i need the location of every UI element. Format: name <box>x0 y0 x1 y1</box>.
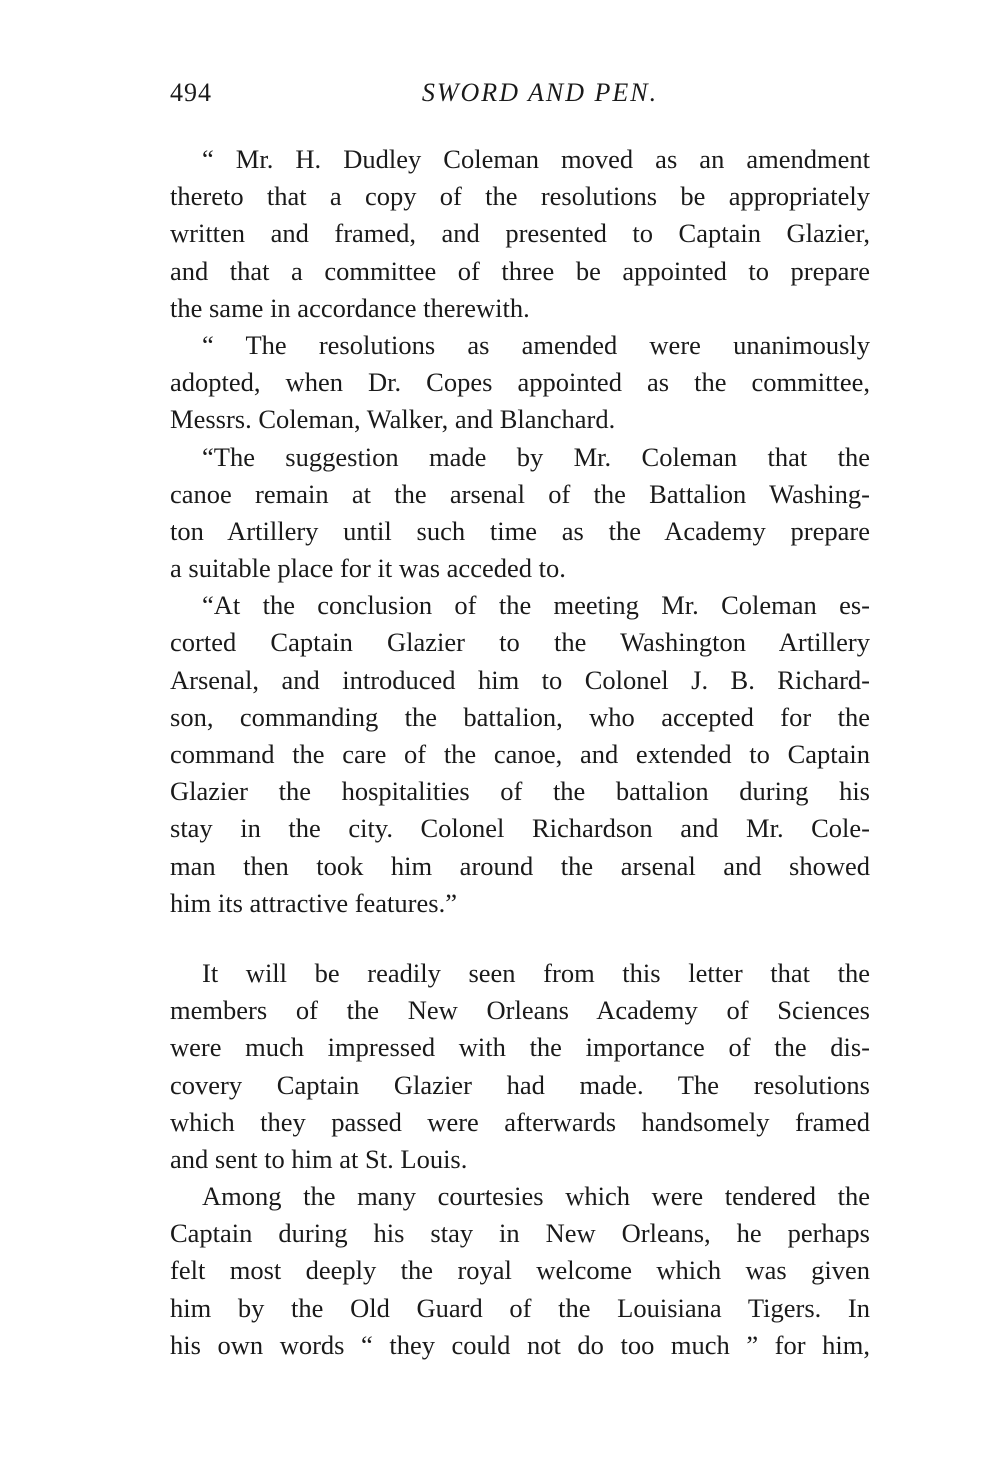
text-line: It will be readily seen from this letter that the <box>202 957 870 988</box>
text-line: thereto that a copy of the resolutions be appropriately <box>170 181 870 212</box>
text-line: Messrs. Coleman, Walker, and Blanchard. <box>170 404 616 435</box>
text-line: canoe remain at the arsenal of the Battalion Washing- <box>170 478 870 509</box>
text-line: and sent to him at St. Louis. <box>170 1143 468 1174</box>
text-line: Arsenal, and introduced him to Colonel J. B. Richard- <box>170 664 870 695</box>
text-line: corted Captain Glazier to the Washington Artillery <box>170 627 870 658</box>
text-line: which they passed were afterwards handsomely framed <box>170 1106 870 1137</box>
running-title: SWORD AND PEN. <box>421 78 659 107</box>
text-line: “ The resolutions as amended were unanimously <box>202 329 870 360</box>
text-line: “The suggestion made by Mr. Coleman that the <box>202 441 870 472</box>
text-line: Glazier the hospitalities of the battalion during his <box>170 776 870 807</box>
paragraph <box>170 327 870 439</box>
text-line: him its attractive features.” <box>170 887 457 918</box>
text-line: were much impressed with the importance of the dis- <box>170 1032 870 1063</box>
text-line: a suitable place for it was acceded to. <box>170 553 566 584</box>
text-line: Captain during his stay in New Orleans, he perhaps <box>170 1218 870 1249</box>
paragraph <box>170 141 870 327</box>
text-line: the same in accordance therewith. <box>170 292 530 323</box>
text-line: stay in the city. Colonel Richardson and Mr. Cole- <box>170 813 870 844</box>
text-line: members of the New Orleans Academy of Sciences <box>170 995 870 1026</box>
text-line: felt most deeply the royal welcome which was given <box>170 1255 870 1286</box>
page-number: 494 <box>170 78 212 107</box>
text-line: son, commanding the battalion, who accepted for the <box>170 701 870 732</box>
text-line: command the care of the canoe, and extended to Captain <box>170 739 870 769</box>
text-line: covery Captain Glazier had made. The resolutions <box>170 1069 870 1100</box>
text-line: “At the conclusion of the meeting Mr. Coleman es- <box>202 590 870 621</box>
text-line: him by the Old Guard of the Louisiana Tigers. In <box>170 1292 870 1323</box>
running-header <box>170 78 870 118</box>
paragraph <box>170 439 870 588</box>
text-line: adopted, when Dr. Copes appointed as the committee, <box>170 367 870 398</box>
text-line: ton Artillery until such time as the Academy prepare <box>170 515 870 546</box>
text-line: Among the many courtesies which were tendered the <box>202 1181 870 1212</box>
paragraph <box>170 955 870 1178</box>
text-line: his own words “ they could not do too much ” for him, <box>170 1329 870 1360</box>
text-line: written and framed, and presented to Captain Glazier, <box>170 218 870 249</box>
text-line: “ Mr. H. Dudley Coleman moved as an amendment <box>202 144 870 174</box>
text-line: man then took him around the arsenal and showed <box>170 850 870 881</box>
paragraph <box>170 587 870 922</box>
paragraph <box>170 1178 870 1364</box>
page-body <box>170 141 870 1364</box>
text-line: and that a committee of three be appointed to prepare <box>170 255 870 286</box>
